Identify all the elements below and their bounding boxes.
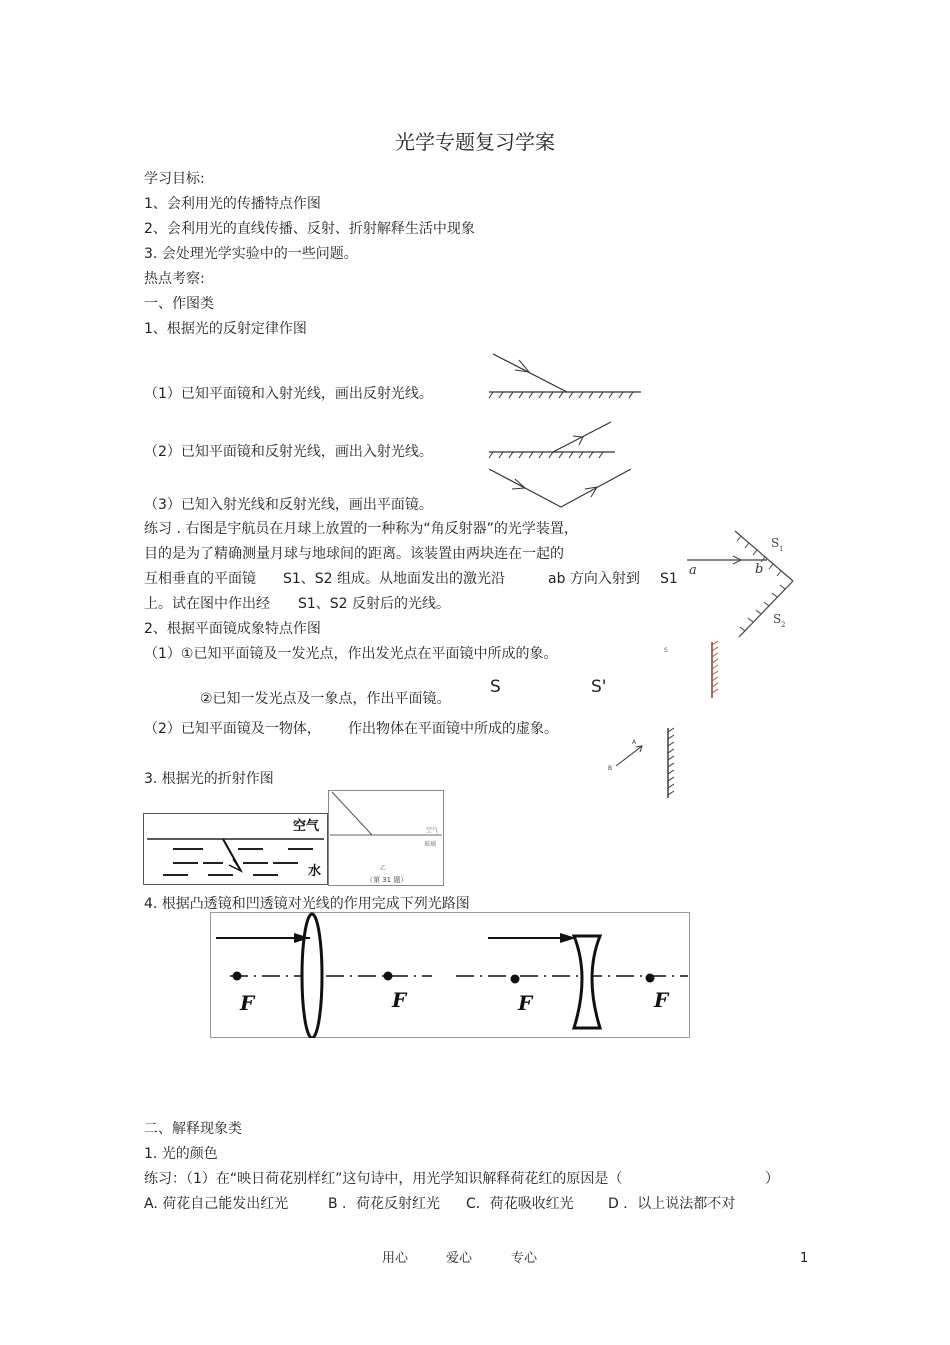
refraction-caption: （第 31 题）: [366, 876, 408, 884]
option-b: B ．荷花反射红光: [328, 1196, 441, 1212]
page-title: 光学专题复习学案: [395, 130, 555, 154]
option-c: C．荷花吸收红光: [466, 1196, 574, 1212]
subsection-1-4: 4. 根据凸透镜和凹透镜对光线的作用完成下列光路图: [144, 896, 470, 912]
refraction-water-label: 水: [308, 864, 322, 879]
exercise-line-4b: S1、S2 反射后的光线。: [298, 596, 451, 612]
convex-f-right: F: [392, 988, 407, 1012]
concave-f-left: F: [518, 991, 533, 1015]
page-number: 1: [800, 1251, 809, 1266]
section-1-heading: 一、作图类: [144, 296, 214, 312]
corner-b-label: b: [755, 562, 764, 577]
object-b-label: B: [608, 765, 613, 772]
footer-text-2: 爱心: [446, 1251, 473, 1266]
corner-reflector-figure: [685, 527, 803, 642]
goal-2: 2、会利用光的直线传播、反射、折射解释生活中现象: [144, 221, 475, 237]
plane-mirror-q3a: （2）已知平面镜及一物体，: [144, 721, 321, 737]
goal-3: 3. 会处理光学实验中的一些问题。: [144, 246, 358, 262]
mirror-point-figure: [660, 640, 720, 700]
subsection-1-3: 3. 根据光的折射作图: [144, 771, 274, 787]
goal-1: 1、会利用光的传播特点作图: [144, 196, 321, 212]
object-mirror-figure: [600, 726, 680, 801]
corner-s2-sub: 2: [781, 621, 786, 629]
refraction-glass-label: 玻璃: [424, 841, 437, 848]
reflection-figure-3: [485, 465, 635, 513]
convex-f-left: F: [240, 991, 255, 1015]
subsection-2-1: 1. 光的颜色: [144, 1146, 218, 1162]
plane-mirror-q3b: 作出物体在平面镜中所成的虚象。: [348, 721, 558, 737]
refraction-figure-glass: [328, 790, 444, 886]
corner-s2-label: S: [773, 612, 782, 626]
exercise-line-3d: S1: [660, 571, 678, 587]
exercise-line-2: 目的是为了精确测量月球与地球间的距离。该装置由两块连在一起的: [144, 546, 564, 562]
refraction-yi-label: 乙: [380, 865, 387, 872]
goals-heading: 学习目标:: [144, 171, 205, 187]
exercise-2: 练习：（1）在“映日荷花别样红”这句诗中，用光学知识解释荷花红的原因是（: [144, 1171, 623, 1187]
refraction-figure-water: [143, 813, 328, 885]
refraction-air2-label: 空气: [426, 827, 439, 834]
point-s: S: [490, 677, 501, 697]
exercise-2-bracket: ）: [765, 1171, 779, 1187]
exercise-line-3a: 互相垂直的平面镜: [144, 571, 256, 587]
question-3: （3）已知入射光线和反射光线，画出平面镜。: [144, 497, 433, 513]
reflection-figure-2: [485, 418, 620, 460]
subsection-1-2: 2、根据平面镜成象特点作图: [144, 621, 321, 637]
exercise-line-4a: 上。试在图中作出经: [144, 596, 270, 612]
subsection-1-1: 1、根据光的反射定律作图: [144, 321, 307, 337]
exercise-line-3b: S1、S2 组成。从地面发出的激光沿: [283, 571, 506, 587]
refraction-air-label: 空气: [293, 819, 320, 834]
corner-s1-sub: 1: [779, 545, 784, 553]
question-2: （2）已知平面镜和反射光线，画出入射光线。: [144, 444, 433, 460]
plane-mirror-q2: ②已知一发光点及一象点，作出平面镜。: [200, 691, 451, 707]
concave-f-right: F: [654, 988, 669, 1012]
lens-figure: [210, 912, 690, 1038]
point-s-prime: S': [591, 677, 607, 697]
plane-mirror-q1: （1）①已知平面镜及一发光点，作出发光点在平面镜中所成的象。: [144, 646, 558, 662]
corner-s1-label: S: [771, 536, 780, 550]
exercise-line-3c: ab 方向入射到: [548, 571, 640, 587]
footer-text-1: 用心: [382, 1251, 409, 1266]
option-d: D ．以上说法都不对: [608, 1196, 736, 1212]
section-2-heading: 二、解释现象类: [144, 1121, 242, 1137]
corner-a-label: a: [689, 563, 697, 578]
option-a: A. 荷花自己能发出红光: [144, 1196, 289, 1212]
exercise-line-1: 练习 . 右图是宇航员在月球上放置的一种称为“角反射器”的光学装置，: [144, 521, 578, 537]
mirror-s-label: S: [664, 647, 668, 654]
hotspot-heading: 热点考察:: [144, 271, 205, 287]
object-a-label: A: [632, 739, 637, 746]
footer-text-3: 专心: [511, 1251, 538, 1266]
question-1: （1）已知平面镜和入射光线，画出反射光线。: [144, 386, 433, 402]
reflection-figure-1: [485, 348, 645, 400]
